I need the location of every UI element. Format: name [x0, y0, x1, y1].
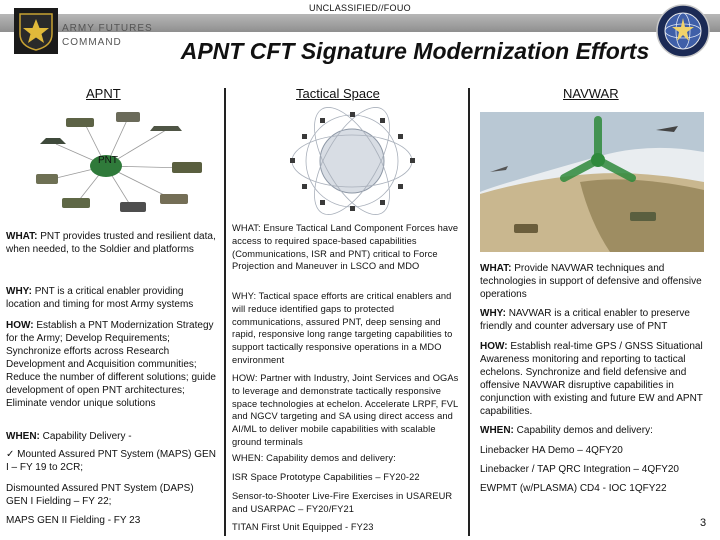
- satellite-constellation-graphic: [282, 106, 422, 216]
- aircraft-icon: [150, 126, 182, 131]
- tank-icon: [172, 162, 202, 173]
- navwar-linebacker-demo: Linebacker HA Demo – 4QFY20: [480, 445, 623, 456]
- earth-icon: [320, 129, 384, 193]
- apnt-maps-gen2: MAPS GEN II Fielding - FY 23: [6, 515, 141, 526]
- navwar-operational-graphic: [480, 112, 704, 252]
- army-futures-command-logo: [14, 8, 58, 54]
- classification-banner: UNCLASSIFIED//FOUO: [309, 3, 411, 13]
- navwar-heading: NAVWAR: [563, 86, 619, 101]
- apnt-heading: APNT: [86, 86, 121, 101]
- navwar-when: WHEN: Capability demos and delivery:: [480, 425, 653, 436]
- space-isr-prototype: ISR Space Prototype Capabilities – FY20-22: [232, 472, 420, 482]
- navwar-how: HOW: Establish real-time GPS / GNSS Situational Awareness monitoring and reporting to tactical echelons. Synchronize and field defensive and offensive NAVWAR disruptive capabilities in conjunction with existing and future EW and APNT capabilities.: [480, 341, 703, 417]
- vehicle-icon: [514, 224, 538, 233]
- tank-icon: [630, 212, 656, 221]
- space-what: WHAT: Ensure Tactical Land Component Forces have access to required space-based capabilities (Communications, ISR and PNT) critical to Force Projection and Maneuver in LSCO and MDO: [232, 223, 459, 272]
- navwar-what: WHAT: Provide NAVWAR techniques and technologies in support of defensive and offensive operations: [480, 263, 702, 300]
- apnt-why: WHY: PNT is a critical enabler providing location and timing for most Army systems: [6, 286, 194, 310]
- star-shield-icon: [16, 10, 56, 52]
- vehicle-icon: [116, 112, 140, 122]
- vehicle-icon: [36, 174, 58, 184]
- apnt-platform-diagram: [36, 104, 214, 218]
- vehicle-icon: [120, 202, 146, 212]
- helicopter-icon: [40, 138, 66, 144]
- vehicle-icon: [66, 118, 94, 127]
- space-sensor-to-shooter: Sensor-to-Shooter Live-Fire Exercises in USAREUR and USARPAC – FY20/FY21: [232, 491, 453, 514]
- apnt-maps-gen1: ✓ Mounted Assured PNT System (MAPS) GEN I – FY 19 to 2CR;: [6, 449, 216, 473]
- vehicle-icon: [160, 194, 188, 204]
- space-how: HOW: Partner with Industry, Joint Services and OGAs to leverage and demonstrate tactically responsive space technologies at echelon. Accelerate LRPF, FVL and NGCV targeting and SA using direct access and AI/ML to deliver mobile capabilities with scalable ground terminals: [232, 373, 459, 447]
- vehicle-icon: [62, 198, 90, 208]
- page-title: APNT CFT Signature Modernization Efforts: [180, 38, 650, 64]
- space-titan: TITAN First Unit Equipped - FY23: [232, 522, 374, 532]
- navwar-ewpmt: EWPMT (w/PLASMA) CD4 - IOC 1QFY22: [480, 483, 667, 494]
- page-number: 3: [700, 517, 707, 529]
- apnt-daps-gen1: Dismounted Assured PNT System (DAPS) GEN I Fielding – FY 22;: [6, 483, 194, 507]
- pnt-hub-label: PNT: [98, 155, 118, 166]
- right-column-divider: [468, 88, 470, 536]
- tactical-space-heading: Tactical Space: [296, 86, 380, 101]
- space-when: WHEN: Capability demos and delivery:: [232, 453, 396, 463]
- space-why: WHY: Tactical space efforts are critical enablers and will reduce identified gaps to protected communications, assured PNT, deep sensing and rapid, responsive long range targeting capabilities to support tactically responsive operations in a MDO environment: [232, 291, 453, 365]
- navwar-why: WHY: NAVWAR is a critical enabler to preserve friendly and counter adversary use of PNT: [480, 308, 690, 332]
- left-column-divider: [224, 88, 226, 536]
- apnt-when: WHEN: Capability Delivery -: [6, 431, 132, 442]
- apnt-what: WHAT: PNT provides trusted and resilient data, when needed, to the Soldier and platforms: [6, 231, 216, 255]
- org-name: ARMY FUTURES COMMAND: [62, 23, 153, 48]
- checkmark-icon: ✓: [6, 449, 15, 460]
- apnt-how: HOW: Establish a PNT Modernization Strategy for the Army; Develop Requirements; Synchronize efforts across Research Development and Acquisition communities; Reduce the number of different solutions; guide development of open PNT architectures; Eliminate vendor unique solutions: [6, 320, 216, 409]
- navwar-linebacker-integration: Linebacker / TAP QRC Integration – 4QFY20: [480, 464, 679, 475]
- command-seal-icon: [656, 4, 710, 58]
